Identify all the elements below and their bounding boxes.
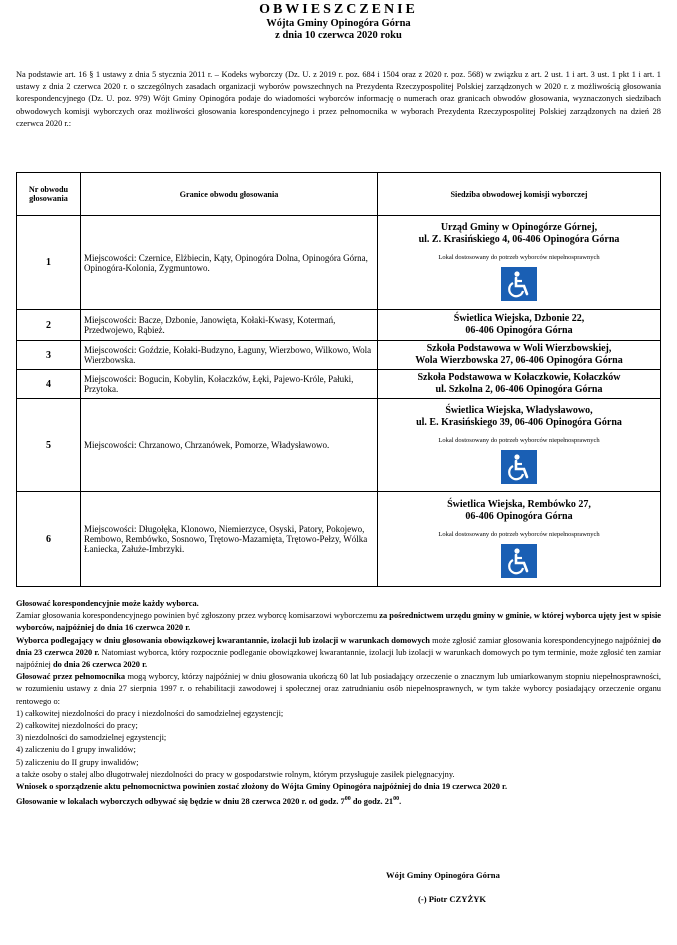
hour-superscript: 00 [393, 796, 400, 803]
wheelchair-icon [501, 544, 537, 578]
seat-line-2: 06-406 Opinogóra Górna [465, 325, 573, 336]
header-siedziba: Siedziba obwodowej komisji wyborczej [378, 173, 661, 216]
district-number: 5 [17, 399, 81, 492]
district-boundaries: Miejscowości: Bogucin, Kobylin, Kołaczków, Łęki, Pajewo-Króle, Pałuki, Przytoka. [81, 370, 378, 399]
wheelchair-icon [501, 450, 537, 484]
rule-text: Natomiast wyborca, który rozpocznie podleganie obowiązkowej kwarantannie, izolacji lub izolacji w warunkach domowych po tym terminie, może zgłosić ten zamiar najpóźniej [16, 647, 661, 670]
seat-line-1: Świetlica Wiejska, Dzbonie 22, [453, 313, 585, 324]
table-row [17, 399, 661, 492]
seat-line-2: ul. E. Krasińskiego 39, 06-406 Opinogóra Górna [416, 416, 622, 428]
intro-paragraph: Na podstawie art. 16 § 1 ustawy z dnia 5 stycznia 2011 r. – Kodeks wyborczy (Dz. U. z 2019 r. poz. 684 i 1504 oraz z 2020 r. poz. 568) w związku z art. 2 ust. 1 i art. 3 ust. 1 pkt 1 i art. 1 ustawy z dnia 2 czerwca 2020 r. o szczególnych zasadach organizacji wyborów powszechnych na Prezydenta Rzeczypospolitej Polskiej zarządzonych w 2020 r. z możliwością głosowania korespondencyjnego (Dz. U. poz. 979) Wójt Gminy Opinogóra podaje do wiadomości wyborców informację o numerach oraz granicach obwodów głosowania, wyznaczonych siedzibach obwodowych komisji wyborczych oraz możliwości głosowania korespondencyjnego i przez pełnomocnika w wyborach Prezydenta Rzeczypospolitej Polskiej zarządzonych na dzień 28 czerwca 2020 r.: [16, 70, 661, 128]
list-item: 1) całkowitej niezdolności do pracy i niezdolności do samodzielnej egzystencji; [16, 708, 284, 718]
seat-line-1: Urząd Gminy w Opinogórze Górnej, [440, 222, 598, 233]
document-title: OBWIESZCZENIE [259, 2, 418, 17]
district-number: 4 [17, 370, 81, 399]
signature-name: (-) Piotr CZYŻYK [418, 894, 487, 904]
voting-rules [16, 598, 661, 808]
header-nr: Nr obwodu głosowania [17, 173, 81, 216]
commission-seat [378, 341, 661, 370]
list-item: 5) zaliczeniu do II grupy inwalidów; [16, 757, 139, 767]
district-boundaries: Miejscowości: Goździe, Kołaki-Budzyno, Łaguny, Wierzbowo, Wilkowo, Wola Wierzbowska. [81, 341, 378, 370]
document-subtitle-author: Wójta Gminy Opinogóra Górna [266, 18, 411, 29]
rule-text: mogą wyborcy, którzy najpóźniej w dniu głosowania ukończą 60 lat lub posiadający orzeczenie o znacznym lub umiarkowanym stopniu niepełnosprawności, w rozumieniu ustawy z dnia 27 sierpnia 1997 r. o rehabilitacji zawodowej i społecznej oraz zatrudnianiu osób niepełnosprawnych, w tym także wyborcy posiadający orzeczenie organu rentowego o: [16, 672, 662, 706]
rule-text-bold: do dnia 26 czerwca 2020 r. [52, 660, 148, 670]
district-number: 1 [17, 216, 81, 310]
rule-text-bold: do dnia 23 czerwca 2020 r. [16, 635, 661, 657]
accessibility-note: Lokal dostosowany do potrzeb wyborców niepełnosprawnych [438, 254, 600, 261]
document-header [0, 1, 677, 42]
wheelchair-icon [501, 267, 537, 301]
rule-text: może zgłosić zamiar głosowania korespondencyjnego najpóźniej [429, 635, 653, 645]
table-row [17, 370, 661, 399]
seat-line-1: Świetlica Wiejska, Władysławowo, [445, 404, 593, 416]
district-boundaries: Miejscowości: Czernice, Elżbiecin, Kąty, Opinogóra Dolna, Opinogóra Górna, Opinogóra-Kolonia, Zygmuntowo. [81, 216, 378, 310]
rule-text: Zamiar głosowania korespondencyjnego powinien być zgłoszony przez wyborcę komisarzowi wyborczemu [16, 611, 380, 621]
district-boundaries: Miejscowości: Chrzanowo, Chrzanówek, Pomorze, Władysławowo. [81, 399, 378, 492]
rule-text-bold: Wyborca podlegający w dniu głosowania obowiązkowej kwarantannie, izolacji lub izolacji w warunkach domowych [16, 635, 430, 645]
seat-line-1: Szkoła Podstawowa w Kołaczkowie, Kołaczków [417, 372, 621, 383]
seat-line-1: Świetlica Wiejska, Rembówko 27, [447, 498, 591, 510]
district-number: 3 [17, 341, 81, 370]
list-item: 4) zaliczeniu do I grupy inwalidów; [16, 745, 136, 755]
seat-line-2: ul. Z. Krasińskiego 4, 06-406 Opinogóra Górna [418, 234, 620, 245]
seat-line-1: Szkoła Podstawowa w Woli Wierzbowskiej, [426, 343, 612, 354]
commission-seat [378, 216, 661, 310]
rule-polling-hours [16, 793, 661, 808]
commission-seat [378, 492, 661, 587]
rule-text-bold: Głosować przez pełnomocnika [16, 672, 126, 682]
seat-line-2: Wola Wierzbowska 27, 06-406 Opinogóra Górna [415, 355, 623, 366]
signature-title: Wójt Gminy Opinogóra Górna [386, 870, 500, 880]
district-number: 2 [17, 310, 81, 341]
rule-farmers: a także osoby o stałej albo długotrwałej niezdolności do pracy w gospodarstwie rolnym, którym przysługuje zasiłek pielęgnacyjny. [16, 769, 455, 779]
rule-proxy-deadline: Wniosek o sporządzenie aktu pełnomocnictwa powinien zostać złożony do Wójta Gminy Opinogóra najpóźniej do dnia 19 czerwca 2020 r. [16, 782, 508, 792]
rule-quarantine [16, 635, 661, 672]
rule-correspondence-deadline [16, 610, 661, 634]
list-item: 2) całkowitej niezdolności do pracy; [16, 721, 138, 731]
district-number: 6 [17, 492, 81, 587]
table-header-row [17, 173, 661, 216]
districts-table [16, 172, 661, 587]
document-subtitle-date: z dnia 10 czerwca 2020 roku [275, 30, 402, 41]
commission-seat [378, 370, 661, 399]
rule-correspondence: Głosować korespondencyjnie może każdy wyborca. [16, 599, 199, 608]
accessibility-note: Lokal dostosowany do potrzeb wyborców niepełnosprawnych [438, 436, 600, 444]
header-granice: Granice obwodu głosowania [81, 173, 378, 216]
table-row [17, 310, 661, 341]
rule-proxy [16, 671, 661, 708]
rule-text-bold: Głosowanie w lokalach wyborczych odbywać się będzie w dniu 28 czerwca 2020 r. od godz. 7 [16, 797, 345, 807]
list-item: 3) niezdolności do samodzielnej egzystencji; [16, 733, 167, 743]
rule-text-bold: za pośrednictwem urzędu gminy w gminie, w której wyborca ujęty jest w spisie wyborców, najpóźniej do dnia 16 czerwca 2020 r. [16, 611, 661, 633]
accessibility-note: Lokal dostosowany do potrzeb wyborców niepełnosprawnych [438, 530, 600, 538]
district-boundaries: Miejscowości: Bacze, Dzbonie, Janowięta, Kołaki-Kwasy, Kotermań, Przedwojewo, Rąbież. [81, 310, 378, 341]
commission-seat [378, 310, 661, 341]
rule-text-bold: . [399, 797, 402, 807]
table-row [17, 492, 661, 587]
table-row [17, 216, 661, 310]
seat-line-2: ul. Szkolna 2, 06-406 Opinogóra Górna [435, 384, 603, 395]
rule-text-bold: do godz. 21 [350, 797, 394, 807]
table-row [17, 341, 661, 370]
district-boundaries: Miejscowości: Długołęka, Klonowo, Niemierzyce, Osyski, Patory, Pokojewo, Rembowo, Rembówko, Sosnowo, Trętowo-Mazamięta, Trętowo-Pełzy, Wólka Łaniecka, Załuże-Imbrzyki. [81, 492, 378, 587]
hour-superscript: 00 [344, 796, 351, 803]
seat-line-2: 06-406 Opinogóra Górna [465, 510, 573, 522]
commission-seat [378, 399, 661, 492]
